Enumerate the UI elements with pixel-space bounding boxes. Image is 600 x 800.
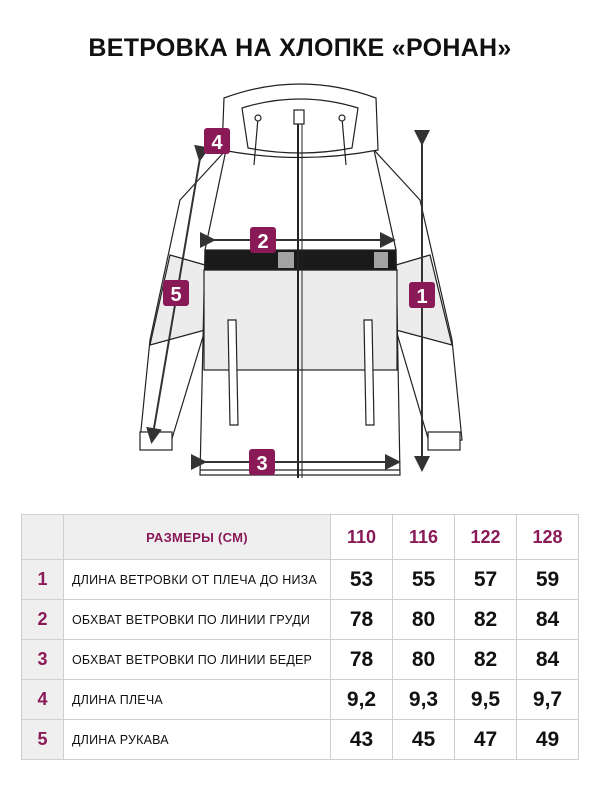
table-header-row (22, 515, 579, 560)
marker-3 (249, 449, 275, 475)
row-value: 82 (455, 600, 517, 640)
table-corner-cell (22, 515, 64, 560)
svg-text:4: 4 (211, 132, 223, 154)
row-label: ОБХВАТ ВЕТРОВКИ ПО ЛИНИИ БЕДЕР (64, 640, 331, 680)
marker-2 (250, 227, 276, 253)
row-label: ДЛИНА ПЛЕЧА (64, 680, 331, 720)
row-value: 45 (393, 720, 455, 760)
left-cuff (140, 432, 172, 450)
row-value: 78 (331, 600, 393, 640)
row-value: 43 (331, 720, 393, 760)
right-cuff (428, 432, 460, 450)
row-value: 53 (331, 560, 393, 600)
row-number: 5 (22, 720, 64, 760)
row-value: 9,3 (393, 680, 455, 720)
row-label: ДЛИНА ВЕТРОВКИ ОТ ПЛЕЧА ДО НИЗА (64, 560, 331, 600)
right-pocket (364, 320, 374, 425)
table-row (22, 720, 579, 760)
row-value: 80 (393, 600, 455, 640)
size-128-header: 128 (517, 515, 579, 560)
svg-text:1: 1 (416, 286, 428, 308)
marker-4 (204, 128, 230, 154)
row-number: 4 (22, 680, 64, 720)
hood-inner (242, 99, 358, 153)
table-header-label: РАЗМЕРЫ (СМ) (64, 515, 331, 560)
row-value: 78 (331, 640, 393, 680)
row-label: ДЛИНА РУКАВА (64, 720, 331, 760)
row-value: 82 (455, 640, 517, 680)
row-value: 84 (517, 640, 579, 680)
row-number: 3 (22, 640, 64, 680)
row-value: 57 (455, 560, 517, 600)
svg-text:5: 5 (170, 284, 182, 306)
row-value: 80 (393, 640, 455, 680)
page-title: ВЕТРОВКА НА ХЛОПКЕ «РОНАН» (88, 34, 512, 62)
row-value: 55 (393, 560, 455, 600)
size-110-header: 110 (331, 515, 393, 560)
left-pocket (228, 320, 238, 425)
row-value: 84 (517, 600, 579, 640)
size-table (21, 514, 579, 760)
size-116-header: 116 (393, 515, 455, 560)
row-value: 49 (517, 720, 579, 760)
row-number: 1 (22, 560, 64, 600)
row-value: 47 (455, 720, 517, 760)
row-value: 9,2 (331, 680, 393, 720)
table-row (22, 640, 579, 680)
row-label: ОБХВАТ ВЕТРОВКИ ПО ЛИНИИ ГРУДИ (64, 600, 331, 640)
jacket-outline (140, 84, 462, 478)
marker-1 (409, 282, 435, 308)
row-value: 59 (517, 560, 579, 600)
row-value: 9,5 (455, 680, 517, 720)
svg-text:3: 3 (256, 453, 268, 475)
size-122-header: 122 (455, 515, 517, 560)
table-row (22, 560, 579, 600)
row-number: 2 (22, 600, 64, 640)
table-row (22, 600, 579, 640)
marker-5 (163, 280, 189, 306)
chest-band (205, 250, 396, 270)
svg-text:2: 2 (257, 231, 269, 253)
table-row (22, 680, 579, 720)
band-logo-left (278, 252, 294, 268)
row-value: 9,7 (517, 680, 579, 720)
band-logo-right (374, 252, 388, 268)
